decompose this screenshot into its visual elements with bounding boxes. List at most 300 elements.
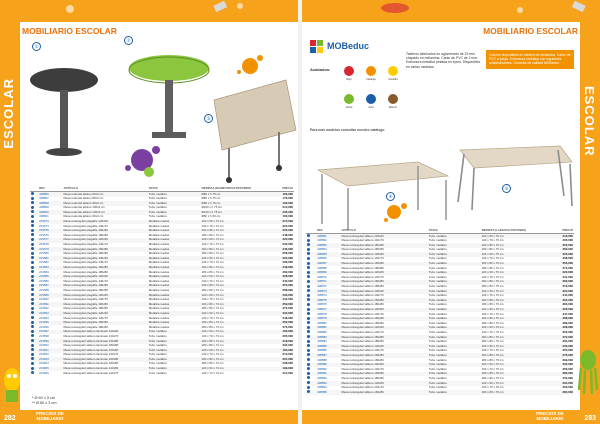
cell-legs: Tubo metálico [148, 352, 167, 357]
cell-ref: 408887 [316, 353, 340, 358]
bullet-icon [31, 252, 34, 255]
cell-measures: 120 x 60 x 76 cm [481, 308, 544, 313]
cell-legs: Tubo metálico [148, 334, 167, 338]
star-icon [66, 5, 74, 13]
cell-measures: Ø80 x h 75 cm [201, 196, 221, 201]
bullet-icon [31, 261, 34, 264]
cell-measures: 160 x 80 x 74 cm [201, 247, 264, 252]
cell-legs: Tubo metálico [148, 343, 167, 348]
cell-price: 235,00€ [264, 229, 295, 234]
color-swatch-label: Marrón [388, 106, 398, 109]
cell-price: 224,00€ [264, 357, 295, 362]
cell-price: 372,00€ [544, 335, 574, 340]
cell-article: Mesa rectangular plegable 120x60 [62, 293, 147, 298]
cell-article: Mesa rectangular tablero laminado 160x80 [62, 357, 147, 362]
bullet-icon [31, 330, 34, 333]
cell-price: 344,00€ [562, 293, 573, 298]
cell-price: 334,00€ [544, 381, 574, 386]
cell-legs: Tubo metálico [428, 308, 481, 313]
cell-price: 232,00€ [282, 242, 293, 247]
cell-legs: Tubo metálico [428, 284, 447, 289]
cell-ref: 408868 [317, 266, 327, 270]
bullet-icon [307, 376, 310, 379]
cell-ref: 408891 [316, 372, 340, 377]
cell-legs: Tubo metálico [428, 339, 447, 344]
cell-legs: Tubo metálico [428, 321, 447, 325]
cell-ref: 408875 [316, 298, 340, 303]
cell-measures: 140 x 70 x 74 cm [201, 371, 224, 375]
cell-article: Mesa rectangular tablero laminado 120x60 [62, 367, 147, 372]
bullet-icon [31, 206, 34, 209]
cell-price: 258,00€ [282, 251, 293, 256]
cell-measures: 160 x 80 x 76 cm [481, 243, 544, 248]
cell-ref: 408901 [39, 214, 49, 219]
color-swatch [366, 94, 376, 104]
cell-price: 235,00€ [264, 210, 295, 215]
cell-article: Mesa rectangular tablero 140x70 [341, 330, 384, 334]
product-images [308, 140, 578, 232]
cell-ref: 408879 [316, 317, 340, 322]
bullet-icon [307, 234, 310, 237]
cell-price: 332,00€ [544, 363, 574, 368]
cell-price: 195,00€ [264, 348, 295, 353]
cell-ref: 408878 [317, 312, 327, 316]
color-swatch [388, 66, 398, 76]
cell-legs: Tubo metálico [428, 353, 481, 358]
cell-legs: Metálica ruedas [148, 238, 201, 243]
cell-legs: Tubo metálico [428, 385, 447, 390]
cell-article: Mesa rectangular tablero 160x80 [341, 298, 428, 303]
cell-measures: 120 x 60 x 74 cm [201, 293, 264, 298]
cell-article: Mesa rectangular plegable 120x60 [62, 311, 147, 316]
cell-article: Mesa rectangular tablero 140x70 [341, 312, 384, 316]
satellite-icon [572, 1, 586, 12]
bullet-icon [31, 316, 34, 319]
cell-article: Mesa rectangular tablero 160x80 [341, 372, 428, 377]
cell-ref: 408865 [316, 252, 340, 257]
cell-article: Mesa rectangular tablero laminado 180x80 [63, 361, 119, 366]
cell-ref: 201596 [39, 325, 49, 329]
cell-measures: 120 x 60 x 74 cm [201, 275, 264, 280]
cell-article: Mesa rectangular tablero 120x60 [341, 252, 428, 257]
cell-price: 376,00€ [544, 353, 574, 358]
cell-price: 324,00€ [544, 289, 574, 294]
cell-price: 320,00€ [544, 252, 574, 257]
cell-legs: Tubo metálico [428, 335, 481, 340]
header-measures: MEDIDAS (DIÁMETRO/ALTO/FONDO) [201, 184, 264, 192]
cell-legs: Tubo metálico [428, 266, 447, 270]
cell-article: Mesa rectangular tablero 160x80 [341, 353, 428, 358]
cell-ref: 201603 [38, 357, 62, 362]
cell-measures: 160 x 80 x 76 cm [481, 390, 544, 395]
brand-name: MOBeduc [327, 41, 370, 51]
cell-measures: 160 x 80 x 74 cm [201, 284, 264, 289]
cell-ref: 408862 [317, 238, 327, 243]
cell-price: 214,00€ [282, 371, 293, 375]
bullet-icon [31, 344, 34, 347]
color-swatch-label: Amarillo [388, 78, 398, 81]
cell-article: Mesa rectangular tablero 140x70 [341, 238, 384, 243]
cell-legs: Tubo metálico [428, 381, 481, 386]
cell-legs: Tubo metálico [428, 390, 481, 395]
vertical-category-label: ESCOLAR [582, 86, 597, 157]
cell-article: Mesa rectangular plegable 160x80 [62, 284, 147, 289]
cell-measures: 120 x 60 x 74 cm [201, 220, 264, 225]
bullet-icon [31, 293, 34, 296]
bullet-icon [307, 381, 310, 384]
cell-legs: Metálica ruedas [148, 288, 170, 292]
cell-article: Mesa rectangular tablero laminado 140x70 [63, 352, 119, 357]
cell-article: Mesa rectangular tablero 180x80 [341, 302, 384, 307]
rect-table-top [460, 146, 572, 168]
cell-article: Mesa rectangular tablero 120x60 [341, 271, 428, 276]
cell-ref: 201583 [38, 266, 62, 271]
cell-ref: 201605 [38, 367, 62, 372]
bullet-icon [31, 197, 34, 200]
cell-article: Mesa rectangular tablero 120x60 [341, 308, 428, 313]
cell-measures: 120 x 60 x 76 cm [481, 381, 544, 386]
cell-price: 244,00€ [282, 297, 293, 302]
cell-legs: Tubo metálico [428, 234, 481, 239]
cell-ref: 201599 [38, 339, 62, 344]
cell-measures: 120 x 60 x 74 cm [201, 330, 264, 335]
cell-ref: 408880 [317, 321, 327, 325]
bullet-icon [31, 215, 34, 218]
color-swatch-label: Azul [368, 106, 374, 109]
finish-label: Acabados: [310, 67, 331, 72]
bullet-icon [307, 312, 310, 315]
color-swatch [388, 94, 398, 104]
color-swatch-label: Naranja [366, 78, 376, 81]
header-ref: REF. [38, 184, 62, 192]
bullet-icon [31, 192, 34, 195]
cell-legs: Tubo metálico [148, 339, 201, 344]
cell-ref: 408897 [39, 196, 49, 201]
cell-ref: 201580 [39, 251, 49, 256]
cell-measures: 120 x 60 x 76 cm [481, 344, 544, 349]
bullet-icon [307, 335, 310, 338]
cell-measures: 180 x 80 x 74 cm [201, 325, 224, 329]
cell-article: Mesa rectangular plegable 180x80 [63, 251, 108, 256]
cell-legs: Tubo metálico [148, 210, 201, 215]
cell-price: 369,00€ [562, 247, 573, 252]
cell-price: 356,00€ [544, 262, 574, 267]
header-article: ARTÍCULO [341, 226, 428, 234]
bullet-icon [307, 349, 310, 352]
product-images [24, 40, 298, 190]
bullet-icon [31, 220, 34, 223]
cell-ref: 408881 [316, 326, 340, 331]
bullet-icon [307, 317, 310, 320]
cell-measures: 180 x 80 x 74 cm [201, 361, 224, 366]
alien-mascot [2, 340, 22, 410]
cell-price: 262,00€ [282, 270, 293, 274]
round-table-top [30, 68, 98, 92]
bullet-icon [31, 275, 34, 278]
cell-measures: 120 x 60 x 76 cm [481, 271, 544, 276]
price-table [30, 184, 294, 376]
cell-ref: 408870 [317, 275, 327, 279]
cell-price: 230,00€ [264, 293, 295, 298]
cell-legs: Metálica ruedas [148, 256, 201, 261]
cell-legs: Tubo metálico [428, 317, 481, 322]
cell-ref: 201577 [38, 238, 62, 243]
cell-price: 228,00€ [264, 275, 295, 280]
cell-legs: Metálica ruedas [148, 306, 170, 311]
cell-price: 232,00€ [282, 343, 293, 348]
cell-article: Mesa rectangular plegable 120x60 [62, 256, 147, 261]
cell-measures: 160 x 80 x 76 cm [481, 262, 544, 267]
cell-price: 160,00€ [264, 192, 295, 197]
bullet-icon [31, 325, 34, 328]
cell-article: Mesa rectangular tablero 140x70 [341, 275, 384, 279]
cell-ref: 408874 [317, 293, 327, 298]
cell-measures: 120 x 60 x 74 cm [201, 311, 264, 316]
cell-ref: 408866 [317, 256, 327, 261]
cell-article: Mesa rectangular tablero laminado 120x60 [62, 348, 147, 353]
cell-measures: 140 x 70 x 74 cm [201, 242, 224, 247]
cell-price: 384,00€ [544, 390, 574, 395]
cell-ref: 201574 [39, 224, 49, 228]
cell-legs: Tubo metálico [428, 326, 481, 331]
cell-price: 272,00€ [282, 306, 293, 311]
cell-ref: 408886 [317, 348, 327, 353]
cell-price: 222,00€ [264, 256, 295, 261]
cell-measures: 140 x 70 x 74 cm [201, 279, 224, 283]
bullet-icon [31, 247, 34, 250]
bullet-icon [31, 357, 34, 360]
cell-price: 160,00€ [282, 214, 293, 219]
cell-measures: 160 x 80 x 74 cm [201, 357, 264, 362]
cell-legs: Tubo metálico [428, 256, 447, 261]
color-swatch-label: Rojo [346, 78, 352, 81]
cell-ref: 201597 [38, 330, 62, 335]
cell-article: Mesa redonda tablero 90x3 cm [62, 201, 147, 206]
cell-legs: Tubo metálico [428, 330, 447, 334]
cell-measures: 160 x 80 x 74 cm [201, 229, 264, 234]
cell-price: 404,00€ [562, 376, 573, 380]
cell-measures: 180 x 80 x 74 cm [201, 233, 224, 237]
cell-article: Mesa rectangular plegable 120x60 [62, 275, 147, 280]
bullet-icon [31, 270, 34, 273]
cell-legs: Metálica ruedas [148, 270, 170, 274]
cell-ref: 408890 [317, 367, 327, 371]
cell-legs: Metálica ruedas [148, 297, 170, 302]
cell-measures: 120 x 60 x 76 cm [481, 289, 544, 294]
cell-ref: 201587 [38, 284, 62, 289]
cell-legs: Metálica ruedas [148, 260, 170, 265]
row-marker [30, 371, 38, 376]
cell-ref: 201584 [39, 270, 49, 274]
availability-note: Para más modelos consultar nuestro catálogo [310, 128, 385, 132]
bullet-icon [307, 239, 310, 242]
cell-measures: 140 x 70 x 76 cm [481, 238, 504, 243]
cell-article: Mesa redonda tablero 100x3 cm [63, 205, 105, 210]
cell-legs: Tubo metálico [428, 271, 481, 276]
cell-article: Mesa rectangular tablero laminado 180x80 [63, 343, 119, 348]
cell-legs: Tubo metálico [428, 348, 447, 353]
bullet-icon [31, 210, 34, 213]
section-title: MOBILIARIO ESCOLAR [483, 26, 578, 36]
cell-price: 330,00€ [544, 344, 574, 349]
cell-legs: Tubo metálico [148, 367, 201, 372]
cell-price: 335,00€ [562, 238, 573, 243]
bullet-icon [31, 321, 34, 324]
bullet-icon [307, 390, 310, 393]
bullet-icon [31, 307, 34, 310]
cell-ref: 408869 [316, 271, 340, 276]
bullet-icon [307, 252, 310, 255]
cell-legs: Metálica ruedas [148, 242, 170, 247]
bullet-icon [307, 294, 310, 297]
cell-article: Mesa rectangular plegable 180x80 [63, 270, 108, 274]
cell-measures: 140 x 70 x 76 cm [481, 293, 504, 298]
paint-splat-orange [387, 205, 401, 219]
cell-ref: 201579 [38, 247, 62, 252]
cell-price: 359,00€ [562, 385, 573, 390]
bullet-icon [307, 353, 310, 356]
cell-measures: Ø60 x h 75 cm [201, 192, 264, 197]
cell-measures: Ø100 x h 75 cm [201, 205, 222, 210]
cell-measures: 160 x 80 x 76 cm [481, 335, 544, 340]
cell-legs: Metálica ruedas [148, 325, 170, 329]
bullet-icon [307, 363, 310, 366]
bullet-icon [307, 243, 310, 246]
cell-price: 353,00€ [562, 348, 573, 353]
cell-ref: 201606 [39, 371, 49, 375]
table-row [306, 390, 574, 395]
color-swatch-label: Verde [345, 106, 353, 109]
cell-ref: 408898 [38, 201, 62, 206]
product-number-badge: ② [124, 36, 133, 45]
cell-measures: 160 x 80 x 74 cm [201, 266, 264, 271]
cell-legs: Metálica ruedas [148, 279, 170, 283]
cell-price: 262,00€ [264, 321, 295, 326]
cell-article: Mesa rectangular tablero 180x80 [341, 247, 384, 252]
cell-article: Mesa rectangular plegable 180x80 [63, 233, 108, 237]
cell-article: Mesa rectangular tablero laminado 120x60 [62, 330, 147, 335]
cell-article: Mesa rectangular plegable 140x70 [63, 260, 108, 265]
cell-legs: Metálica ruedas [148, 220, 201, 225]
cell-price: 249,00€ [264, 266, 295, 271]
cell-price: 347,00€ [562, 312, 573, 316]
cell-measures: 180 x 80 x 76 cm [481, 247, 504, 252]
table-notes [32, 396, 56, 406]
price-table [306, 226, 574, 395]
cell-price: 341,00€ [562, 275, 573, 279]
cell-measures: 120 x 60 x 76 cm [481, 234, 544, 239]
footer-logo: PRECIOS DE MOBILIARIO [36, 411, 64, 421]
cell-price: 234,00€ [264, 311, 295, 316]
cell-price: 205,00€ [282, 334, 293, 338]
cell-ref: 201595 [38, 321, 62, 326]
cell-ref: 408889 [316, 363, 340, 368]
cell-price: 368,00€ [544, 317, 574, 322]
cell-ref: 201581 [38, 256, 62, 261]
cell-price: 210,00€ [282, 205, 293, 210]
cell-legs: Tubo metálico [428, 247, 447, 252]
cell-price: 240,00€ [282, 279, 293, 283]
cell-measures: Ø60 x h 60 cm [201, 214, 221, 219]
cell-legs: Tubo metálico [148, 371, 167, 375]
cell-article: Mesa rectangular plegable 160x80 [62, 247, 147, 252]
cell-article: Mesa rectangular tablero 140x70 [341, 293, 384, 298]
cell-price: 248,00€ [282, 233, 293, 237]
bullet-icon [31, 243, 34, 246]
cell-price: 254,00€ [264, 284, 295, 289]
cell-legs: Tubo metálico [148, 330, 201, 335]
cell-legs: Tubo metálico [148, 201, 201, 206]
cell-ref: 201575 [38, 229, 62, 234]
bullet-icon [307, 257, 310, 260]
cell-article: Mesa rectangular plegable 180x80 [63, 306, 108, 311]
bullet-icon [31, 288, 34, 291]
cell-ref: 201598 [39, 334, 49, 338]
cell-measures: 180 x 80 x 76 cm [481, 339, 504, 344]
star-icon [237, 3, 243, 9]
cell-legs: Tubo metálico [428, 262, 481, 267]
cell-measures: 140 x 70 x 74 cm [201, 297, 224, 302]
cell-price: 318,00€ [544, 234, 574, 239]
bullet-icon [307, 271, 310, 274]
bullet-icon [307, 358, 310, 361]
cell-measures: 140 x 70 x 76 cm [481, 275, 504, 279]
cell-legs: Tubo metálico [428, 280, 481, 285]
cell-legs: Tubo metálico [148, 348, 201, 353]
cell-measures: 120 x 60 x 74 cm [201, 367, 264, 372]
cell-article: Mesa rectangular tablero 120x60 [341, 363, 428, 368]
cell-price: 338,00€ [562, 256, 573, 261]
cell-article: Mesa redonda tablero 60x3 cm [62, 192, 147, 197]
cell-price: 190,00€ [264, 330, 295, 335]
cell-measures: 120 x 60 x 76 cm [481, 326, 544, 331]
bullet-icon [31, 238, 34, 241]
cell-legs: Tubo metálico [148, 205, 167, 210]
bullet-icon [31, 362, 34, 365]
cell-measures: 160 x 80 x 76 cm [481, 372, 544, 377]
cell-article: Mesa rectangular plegable 140x70 [63, 224, 108, 228]
color-swatch [344, 94, 354, 104]
cell-article: Mesa rectangular tablero 180x80 [341, 284, 384, 289]
cell-measures: 120 x 60 x 74 cm [201, 238, 264, 243]
cell-article: Mesa rectangular tablero 160x80 [341, 262, 428, 267]
bullet-icon [307, 275, 310, 278]
cell-ref: 201592 [39, 306, 49, 311]
cell-measures: 160 x 80 x 74 cm [201, 339, 264, 344]
cell-legs: Tubo metálico [428, 372, 481, 377]
cell-measures: 180 x 80 x 76 cm [481, 358, 504, 362]
cell-legs: Tubo metálico [428, 302, 447, 307]
bullet-icon [31, 298, 34, 301]
cell-article: Mesa rectangular tablero 120x60 [341, 289, 428, 294]
bullet-icon [307, 248, 310, 251]
cell-price: 326,00€ [544, 308, 574, 313]
cell-legs: Tubo metálico [428, 367, 447, 371]
cell-measures: 180 x 80 x 74 cm [201, 343, 224, 348]
bullet-icon [31, 371, 34, 374]
cell-article: Mesa rectangular tablero laminado 140x70 [63, 371, 119, 375]
cell-article: Mesa rectangular plegable 180x80 [63, 288, 108, 292]
satellite-icon [213, 1, 227, 12]
right-page [302, 22, 580, 410]
cell-legs: Metálica ruedas [148, 229, 201, 234]
cell-legs: Tubo metálico [428, 275, 447, 279]
cell-article: Mesa rectangular tablero 140x70 [341, 256, 384, 261]
bullet-icon [31, 233, 34, 236]
cell-price: 380,00€ [544, 372, 574, 377]
cell-price: 199,00€ [264, 367, 295, 372]
cell-article: Mesa rectangular tablero laminado 140x70 [63, 334, 119, 338]
